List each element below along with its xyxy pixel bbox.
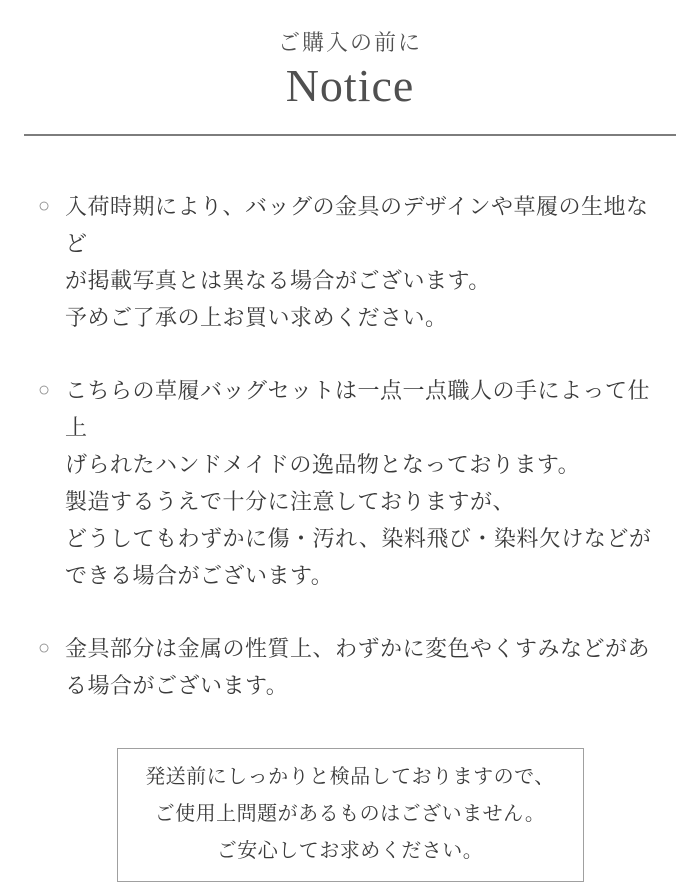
notice-line: が掲載写真とは異なる場合がございます。	[65, 268, 491, 293]
notice-line: 予めご了承の上お買い求めください。	[65, 305, 448, 330]
notice-line: る場合がございます。	[65, 673, 289, 698]
notice-list	[0, 136, 700, 704]
circle-bullet-marker: ○	[38, 379, 51, 401]
page-subtitle: ご購入の前に	[277, 30, 422, 55]
notice-line: 入荷時期により、バッグの金具のデザインや草履の生地など	[65, 194, 649, 256]
notice-item	[38, 630, 664, 704]
circle-bullet-marker: ○	[38, 637, 51, 659]
assurance-line: ご使用上問題があるものはございません。	[154, 803, 546, 825]
notice-line: 金具部分は金属の性質上、わずかに変色やくすみなどがあ	[65, 636, 651, 661]
circle-bullet-marker: ○	[38, 195, 51, 217]
page-title: Notice	[285, 60, 415, 111]
assurance-line: ご安心してお求めください。	[216, 840, 484, 862]
assurance-line: 発送前にしっかりと検品しておりますので、	[145, 766, 555, 788]
notice-line: どうしてもわずかに傷・汚れ、染料飛び・染料欠けなどが	[65, 526, 652, 551]
header	[0, 0, 700, 112]
notice-item	[38, 372, 664, 594]
assurance-box	[117, 748, 584, 882]
notice-text	[65, 372, 664, 594]
notice-line: げられたハンドメイドの逸品物となっております。	[65, 452, 581, 477]
notice-text	[65, 630, 650, 704]
notice-line: こちらの草履バッグセットは一点一点職人の手によって仕上	[65, 378, 651, 440]
notice-text	[65, 188, 664, 336]
notice-item	[38, 188, 664, 336]
notice-line: 製造するうえで十分に注意しておりますが、	[65, 489, 516, 514]
notice-line: できる場合がございます。	[65, 563, 334, 588]
